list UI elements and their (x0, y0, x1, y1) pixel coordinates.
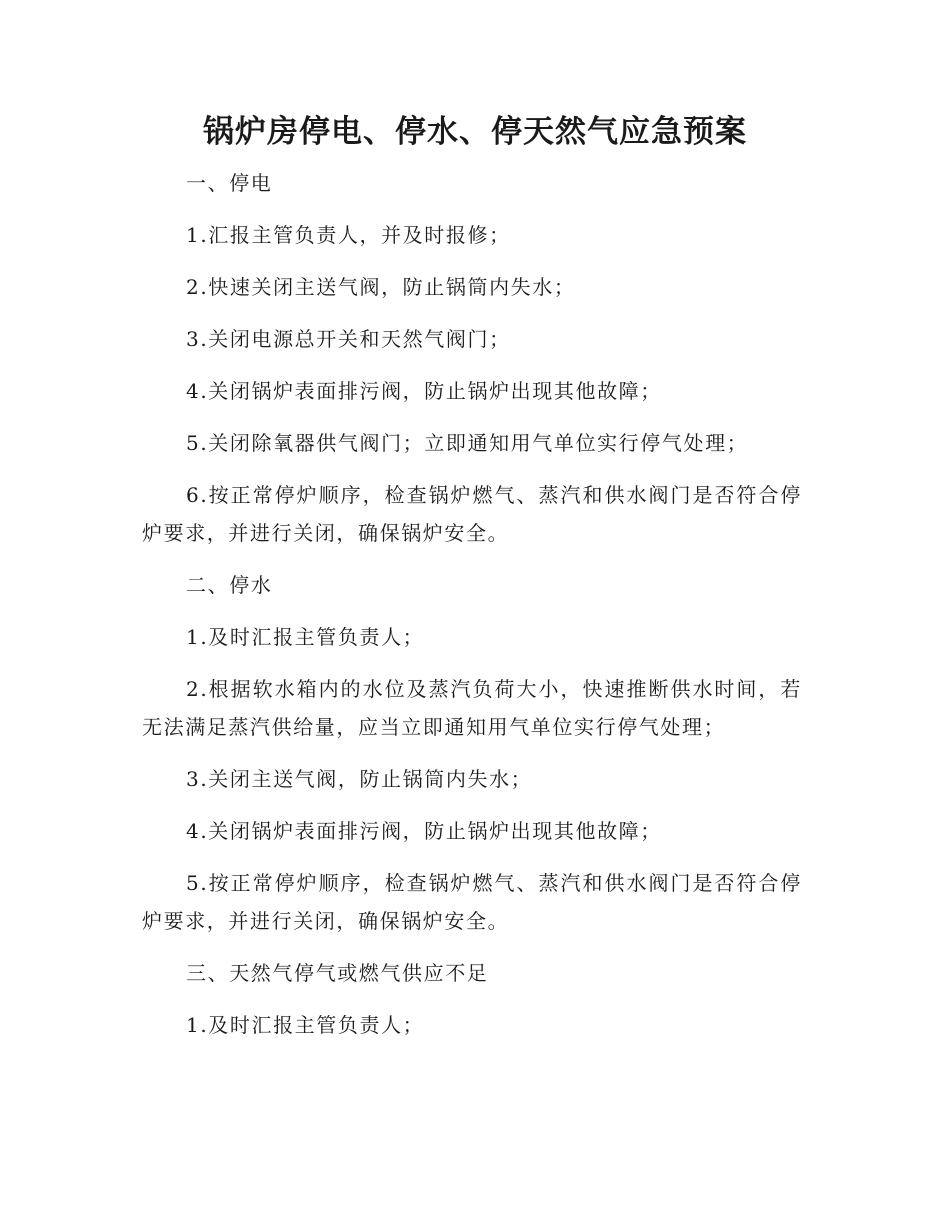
paragraph: 2.快速关闭主送气阀，防止锅筒内失水； (186, 275, 576, 299)
paragraph: 5.按正常停炉顺序，检查锅炉燃气、蒸汽和供水阀门是否符合停炉要求，并进行关闭，确保锅炉安全。 (142, 871, 802, 933)
paragraph: 1.汇报主管负责人，并及时报修； (186, 223, 511, 247)
paragraph: 6.按正常停炉顺序，检查锅炉燃气、蒸汽和供水阀门是否符合停炉要求，并进行关闭，确保锅炉安全。 (142, 483, 802, 545)
section-heading-gas-outage: 三、天然气停气或燃气供应不足 (186, 961, 489, 985)
paragraph: 2.根据软水箱内的水位及蒸汽负荷大小，快速推断供水时间，若无法满足蒸汽供给量，应当立即通知用气单位实行停气处理； (142, 677, 802, 739)
paragraph: 1.及时汇报主管负责人； (186, 625, 425, 649)
paragraph: 1.及时汇报主管负责人； (186, 1013, 425, 1037)
paragraph: 4.关闭锅炉表面排污阀，防止锅炉出现其他故障； (186, 379, 662, 403)
paragraph: 3.关闭主送气阀，防止锅筒内失水； (186, 767, 533, 791)
paragraph: 4.关闭锅炉表面排污阀，防止锅炉出现其他故障； (186, 819, 662, 843)
paragraph: 3.关闭电源总开关和天然气阀门； (186, 327, 511, 351)
paragraph: 5.关闭除氧器供气阀门；立即通知用气单位实行停气处理； (186, 431, 749, 455)
document-body (142, 164, 802, 1044)
document-title: 锅炉房停电、停水、停天然气应急预案 (203, 114, 747, 150)
section-heading-power-outage: 一、停电 (186, 171, 273, 195)
section-heading-water-outage: 二、停水 (186, 573, 273, 597)
